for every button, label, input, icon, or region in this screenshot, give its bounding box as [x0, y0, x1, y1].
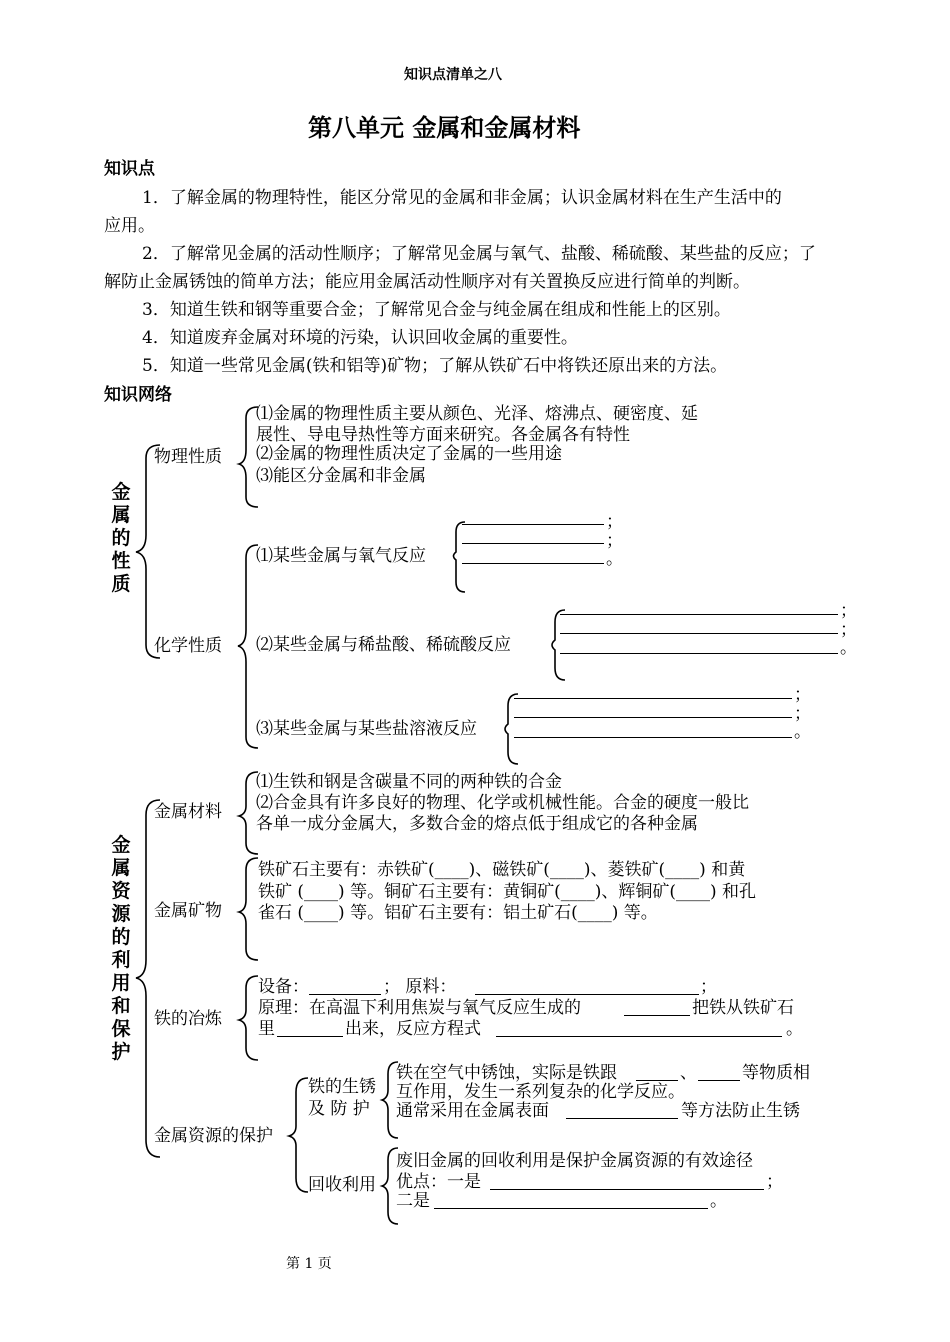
knowledge-item-2: 2．了解常见金属的活动性顺序；了解常见金属与氧气、盐酸、稀硫酸、某些盐的反应；了 [142, 244, 816, 264]
brace-oxygen [454, 522, 466, 592]
network-heading: 知识网络 [104, 385, 172, 405]
salt-blank-1[interactable] [514, 698, 792, 699]
rust-blank-2[interactable] [698, 1080, 740, 1081]
acid-blank-1[interactable] [560, 614, 838, 615]
brace-protection [289, 1078, 308, 1192]
oxygen-blank-2[interactable] [462, 543, 604, 544]
label-rust-2: 及 防 护 [308, 1099, 370, 1119]
semicolon: ； [794, 685, 811, 705]
label-physical: 物理性质 [154, 447, 222, 467]
brace-chemical [238, 545, 258, 748]
semicolon: ； [700, 977, 717, 997]
rust-line-1b: 、 [680, 1063, 697, 1083]
recycle-line-3: 二是 [396, 1191, 430, 1211]
knowledge-item-1: 1．了解金属的物理特性，能区分常见的金属和非金属；认识金属材料在生产生活中的 [142, 188, 782, 208]
rust-blank-1[interactable] [636, 1080, 678, 1081]
brace-ores [239, 858, 258, 960]
label-chemical: 化学性质 [154, 636, 222, 656]
acid-blank-3[interactable] [560, 653, 838, 654]
smelting-principle-2: 把铁从铁矿石 [692, 998, 794, 1018]
chem-acid-label: ⑵某些金属与稀盐酸、稀硫酸反应 [256, 635, 511, 655]
semicolon: ； [606, 512, 623, 532]
label-rust-1: 铁的生锈 [308, 1077, 376, 1097]
knowledge-item-3: 3．知道生铁和钢等重要合金；了解常见合金与纯金属在组成和性能上的区别。 [142, 300, 731, 320]
recycle-blank-1[interactable] [490, 1189, 764, 1190]
brace-resources [136, 800, 160, 1157]
ores-line-2: 铁矿 (____) 等。铜矿石主要有：黄铜矿(____)、辉铜矿(____) 和孔 [258, 882, 757, 902]
label-ores: 金属矿物 [154, 901, 222, 921]
period: 。 [794, 722, 811, 742]
semicolon: ； [840, 601, 857, 621]
physical-line-3: ⑵金属的物理性质决定了金属的一些用途 [256, 444, 562, 464]
materials-line-1: ⑴生铁和钢是含碳量不同的两种铁的合金 [256, 772, 562, 792]
period: 。 [606, 549, 623, 569]
page-title: 第八单元 金属和金属材料 [308, 114, 581, 142]
brace-smelting [239, 976, 258, 1060]
materials-line-2: ⑵合金具有许多良好的物理、化学或机械性能。合金的硬度一般比 [256, 793, 749, 813]
oxygen-blank-1[interactable] [462, 524, 604, 525]
materials-line-3: 各单一成分金属大，多数合金的熔点低于组成它的各种金属 [256, 814, 698, 834]
period: 。 [710, 1191, 727, 1211]
knowledge-item-4: 4．知道废弃金属对环境的污染，认识回收金属的重要性。 [142, 328, 578, 348]
oxygen-blank-3[interactable] [462, 563, 604, 564]
equation-blank[interactable] [496, 1036, 782, 1037]
physical-line-1: ⑴金属的物理性质主要从颜色、光泽、熔沸点、硬密度、延 [256, 404, 698, 424]
rust-line-2: 互作用，发生一系列复杂的化学反应。 [396, 1082, 685, 1102]
rust-line-1a: 铁在空气中锈蚀，实际是铁跟 [396, 1063, 617, 1083]
brace-acid [552, 610, 565, 680]
page-number: 第 1 页 [286, 1256, 332, 1272]
semicolon: ； [840, 620, 857, 640]
page-header: 知识点清单之八 [404, 67, 502, 83]
label-protection: 金属资源的保护 [154, 1126, 273, 1146]
knowledge-heading: 知识点 [104, 159, 155, 179]
period: 。 [840, 638, 857, 658]
ores-line-1: 铁矿石主要有：赤铁矿(____)、磁铁矿(____)、菱铁矿(____) 和黄 [258, 860, 746, 880]
recycle-line-1: 废旧金属的回收利用是保护金属资源的有效途径 [396, 1151, 753, 1171]
physical-line-4: ⑶能区分金属和非金属 [256, 466, 426, 486]
chem-oxygen-label: ⑴某些金属与氧气反应 [256, 546, 426, 566]
period: 。 [786, 1019, 803, 1039]
principle-blank-1[interactable] [624, 1015, 690, 1016]
raw-material-blank[interactable] [475, 994, 699, 995]
label-metal-resources: 金属资源的利用和保护 [111, 834, 131, 1063]
principle-blank-2[interactable] [277, 1036, 343, 1037]
recycle-line-2: 优点：一是 [396, 1172, 481, 1192]
smelting-principle-3: 里 [258, 1019, 275, 1039]
semicolon: ； [606, 531, 623, 551]
salt-blank-2[interactable] [514, 717, 792, 718]
recycle-blank-2[interactable] [434, 1208, 708, 1209]
acid-blank-2[interactable] [560, 633, 838, 634]
ores-line-3: 雀石 (____) 等。铝矿石主要有：铝土矿石(____) 等。 [258, 903, 658, 923]
label-recycle: 回收利用 [308, 1175, 376, 1195]
knowledge-item-2-cont: 解防止金属锈蚀的简单方法；能应用金属活动性顺序对有关置换反应进行简单的判断。 [104, 272, 750, 292]
label-materials: 金属材料 [154, 802, 222, 822]
semicolon: ； [766, 1172, 783, 1192]
chem-salt-label: ⑶某些金属与某些盐溶液反应 [256, 719, 477, 739]
label-metal-properties: 金属的性质 [111, 481, 131, 595]
knowledge-item-5: 5．知道一些常见金属(铁和铝等)矿物；了解从铁矿石中将铁还原出来的方法。 [142, 356, 728, 376]
brace-salt [505, 694, 518, 764]
equipment-blank[interactable] [309, 994, 381, 995]
physical-line-2: 展性、导电导热性等方面来研究。各金属各有特性 [256, 425, 630, 445]
smelting-raw: ； 原料： [383, 977, 457, 997]
rust-blank-3[interactable] [566, 1118, 678, 1119]
semicolon: ； [794, 704, 811, 724]
rust-line-1c: 等物质相 [742, 1063, 810, 1083]
smelting-principle-4: 出来，反应方程式 [345, 1019, 481, 1039]
label-smelting: 铁的冶炼 [154, 1009, 222, 1029]
smelting-principle-1: 原理：在高温下利用焦炭与氧气反应生成的 [258, 998, 581, 1018]
brace-properties [136, 445, 160, 658]
rust-line-3b: 等方法防止生锈 [681, 1101, 800, 1121]
salt-blank-3[interactable] [514, 737, 792, 738]
smelting-equipment: 设备： [258, 977, 309, 997]
rust-line-3a: 通常采用在金属表面 [396, 1101, 549, 1121]
knowledge-item-1-cont: 应用。 [104, 216, 155, 236]
